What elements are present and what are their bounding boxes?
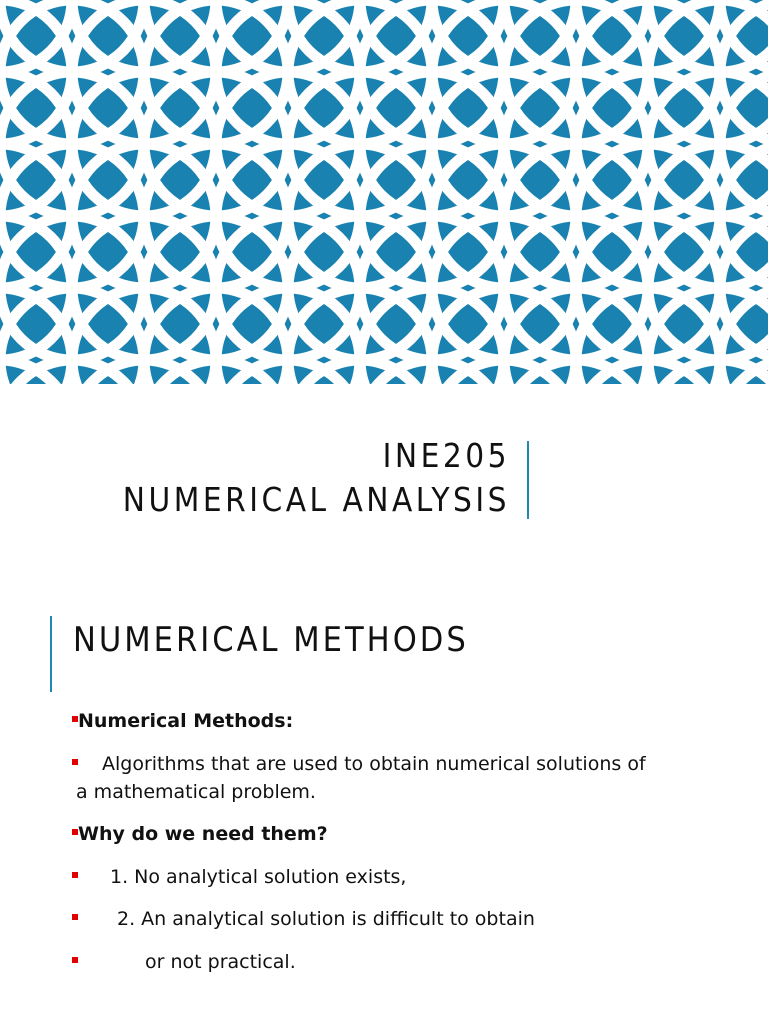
content-slide — [0, 574, 768, 1024]
section-heading: NUMERICAL METHODS — [73, 620, 469, 660]
bullet-text: Numerical Methods: — [78, 710, 294, 732]
bullet-marker-icon — [72, 829, 78, 835]
bullet-item — [72, 863, 406, 891]
bullet-item — [72, 820, 328, 848]
bullet-item — [72, 750, 646, 778]
bullet-continuation: a mathematical problem. — [76, 781, 316, 803]
slide-title — [123, 434, 510, 522]
bullet-item — [72, 707, 293, 735]
bullet-item — [72, 948, 296, 976]
course-name: NUMERICAL ANALYSIS — [122, 480, 510, 519]
bullet-text: or not practical. — [145, 951, 296, 973]
decorative-banner — [0, 0, 768, 384]
bullet-marker-icon — [72, 914, 78, 920]
heading-accent-bar — [50, 616, 52, 692]
bullet-marker-icon — [72, 872, 78, 878]
bullet-marker-icon — [72, 957, 78, 963]
bullet-marker-icon — [72, 716, 78, 722]
bullet-text: Algorithms that are used to obtain numerical solutions of — [102, 753, 646, 775]
title-slide — [0, 384, 768, 574]
title-accent-bar — [527, 441, 529, 519]
course-code: INE205 — [382, 436, 510, 475]
bullet-text: Why do we need them? — [78, 823, 328, 845]
circle-lattice-pattern — [0, 0, 768, 384]
bullet-marker-icon — [72, 759, 78, 765]
bullet-text: 1. No analytical solution exists, — [110, 866, 407, 888]
bullet-item — [72, 905, 535, 933]
bullet-text: 2. An analytical solution is difficult to obtain — [117, 908, 535, 930]
